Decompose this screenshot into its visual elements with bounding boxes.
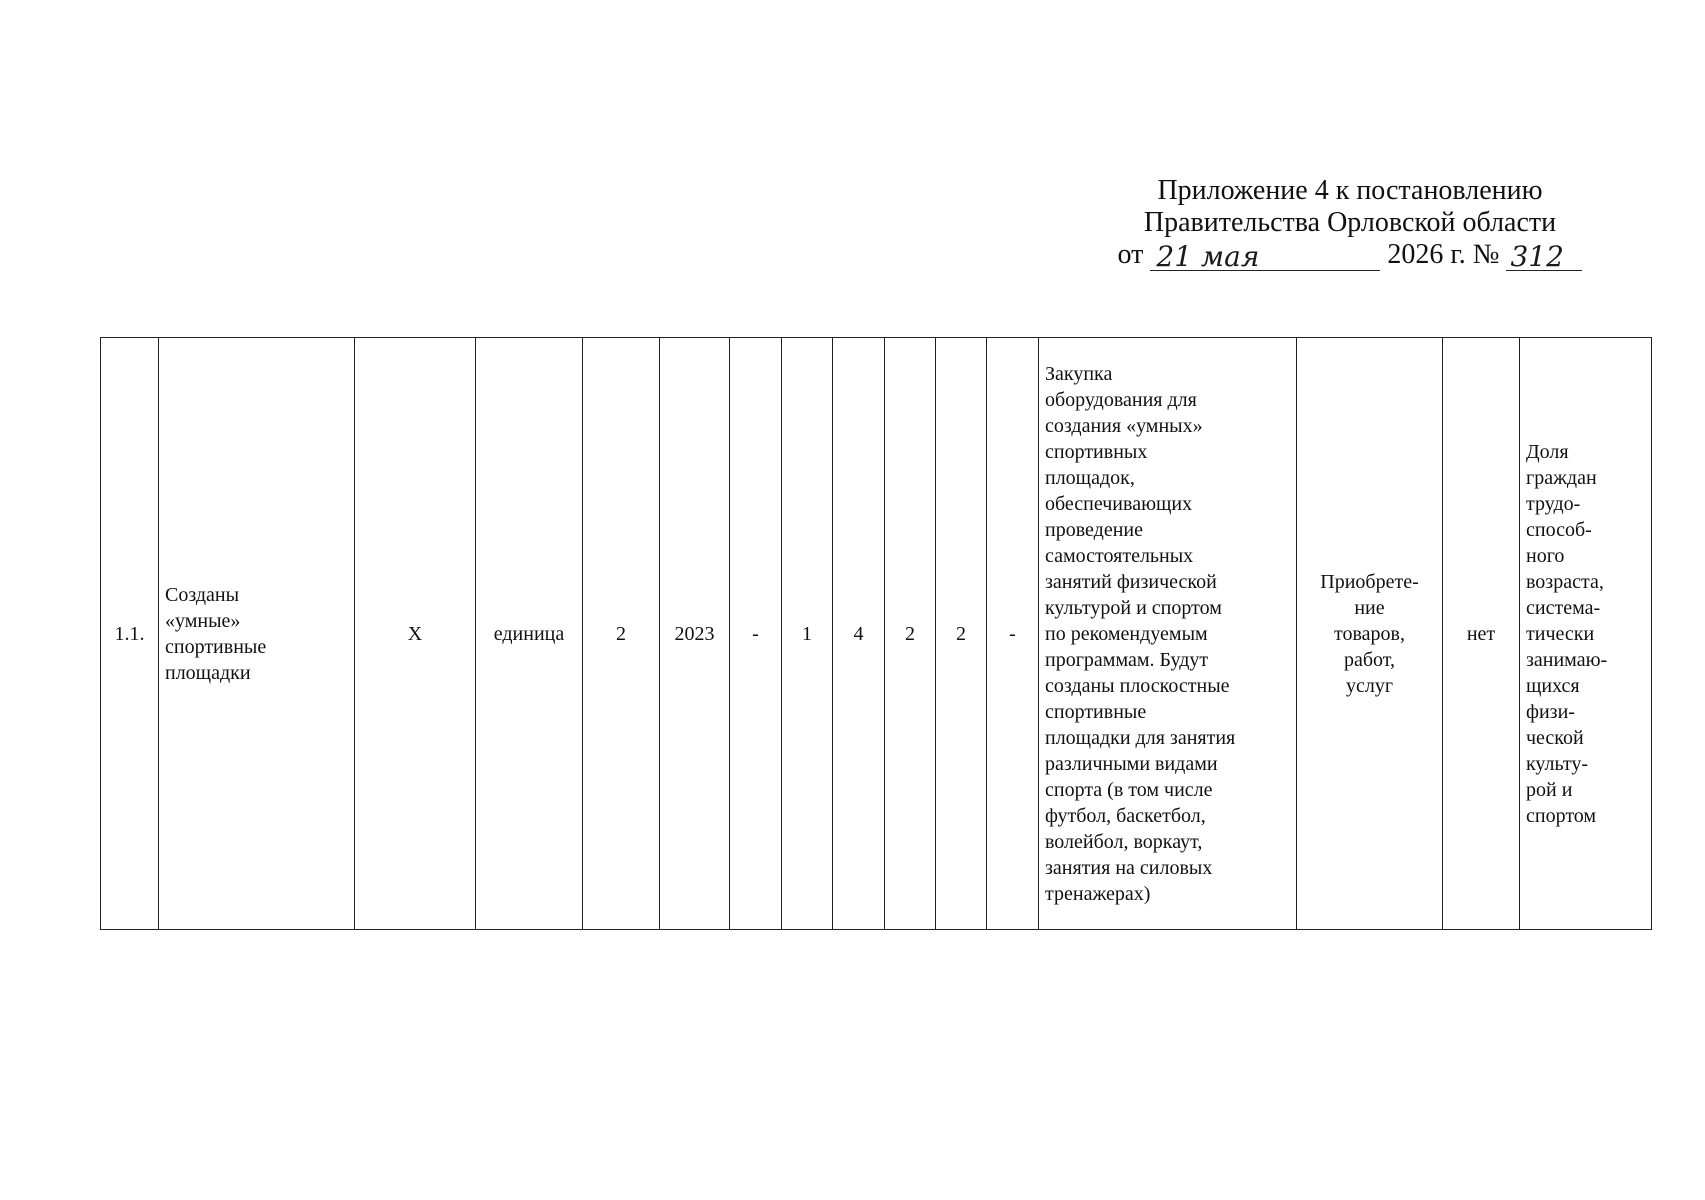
result-name xyxy=(159,338,355,930)
indicator-line: ного xyxy=(1526,544,1565,567)
value-cell: 4 xyxy=(833,338,885,930)
result-name-line: Созданы xyxy=(165,583,240,606)
indicator-line: система- xyxy=(1526,596,1601,619)
description-line: созданы плоскостные xyxy=(1045,674,1230,697)
value-cell: 2 xyxy=(885,338,936,930)
indicator-line: щихся xyxy=(1526,674,1580,697)
indicator-cell xyxy=(1520,338,1652,930)
base-year-cell: 2023 xyxy=(660,338,730,930)
indicator-line: рой и xyxy=(1526,778,1573,801)
indicator-line: способ- xyxy=(1526,518,1592,541)
value-cell: 2 xyxy=(936,338,987,930)
row-number: 1.1. xyxy=(101,338,159,930)
appendix-header xyxy=(1095,175,1605,271)
description-line: площадки для занятия xyxy=(1045,726,1236,749)
indicator-line: трудо- xyxy=(1526,492,1581,515)
result-name-line: «умные» xyxy=(165,609,241,632)
unit-cell: единица xyxy=(476,338,583,930)
procurement-type-line: Приобрете- xyxy=(1320,570,1419,593)
description-cell xyxy=(1039,338,1297,930)
description-line: создания «умных» xyxy=(1045,414,1203,437)
indicator-line: культу- xyxy=(1526,752,1589,775)
procurement-type-line: ние xyxy=(1354,596,1385,619)
appendix-title: Приложение 4 к постановлению xyxy=(1157,175,1543,206)
description-line: самостоятельных xyxy=(1045,544,1194,567)
description-line: Закупка xyxy=(1045,362,1113,385)
description-line: программам. Будут xyxy=(1045,648,1209,671)
year-text: 2026 г. № xyxy=(1387,239,1500,270)
procurement-type-cell xyxy=(1297,338,1443,930)
appendix-authority: Правительства Орловской области xyxy=(1143,207,1557,238)
description-line: различными видами xyxy=(1045,752,1218,775)
handwritten-date: 21 мая xyxy=(1150,243,1380,271)
indicator-line: тически xyxy=(1526,622,1595,645)
description-line: занятия на силовых xyxy=(1045,856,1213,879)
description-line: площадок, xyxy=(1045,466,1135,489)
procurement-type-line: услуг xyxy=(1345,674,1394,697)
handwritten-number: 312 xyxy=(1506,243,1582,271)
measures-table xyxy=(100,337,1652,930)
indicator-line: физи- xyxy=(1526,700,1575,723)
description-line: оборудования для xyxy=(1045,388,1197,411)
description-line: спортивные xyxy=(1045,700,1147,723)
appendix-date-line xyxy=(1095,239,1605,271)
date-prefix: от xyxy=(1117,239,1144,270)
flag-cell: нет xyxy=(1443,338,1520,930)
description-line: проведение xyxy=(1045,518,1143,541)
description-line: спорта (в том числе xyxy=(1045,778,1213,801)
value-cell: - xyxy=(730,338,782,930)
procurement-type-line: работ, xyxy=(1343,648,1396,671)
description-line: по рекомендуемым xyxy=(1045,622,1208,645)
value-cell: - xyxy=(987,338,1039,930)
indicator-line: ческой xyxy=(1526,726,1584,749)
indicator-line: граждан xyxy=(1526,466,1597,489)
result-name-line: спортивные xyxy=(165,635,267,658)
mark-cell: X xyxy=(355,338,476,930)
procurement-type-line: товаров, xyxy=(1334,622,1405,645)
description-line: спортивных xyxy=(1045,440,1148,463)
description-line: культурой и спортом xyxy=(1045,596,1222,619)
indicator-line: Доля xyxy=(1526,440,1569,463)
description-line: футбол, баскетбол, xyxy=(1045,804,1206,827)
base-value-cell: 2 xyxy=(583,338,660,930)
indicator-line: возраста, xyxy=(1526,570,1604,593)
result-name-line: площадки xyxy=(165,661,251,684)
indicator-line: спортом xyxy=(1526,804,1597,827)
value-cell: 1 xyxy=(782,338,833,930)
table-row xyxy=(101,338,1652,930)
description-line: тренажерах) xyxy=(1045,882,1151,905)
description-line: обеспечивающих xyxy=(1045,492,1193,515)
indicator-line: занимаю- xyxy=(1526,648,1608,671)
description-line: волейбол, воркаут, xyxy=(1045,830,1203,853)
description-line: занятий физической xyxy=(1045,570,1217,593)
